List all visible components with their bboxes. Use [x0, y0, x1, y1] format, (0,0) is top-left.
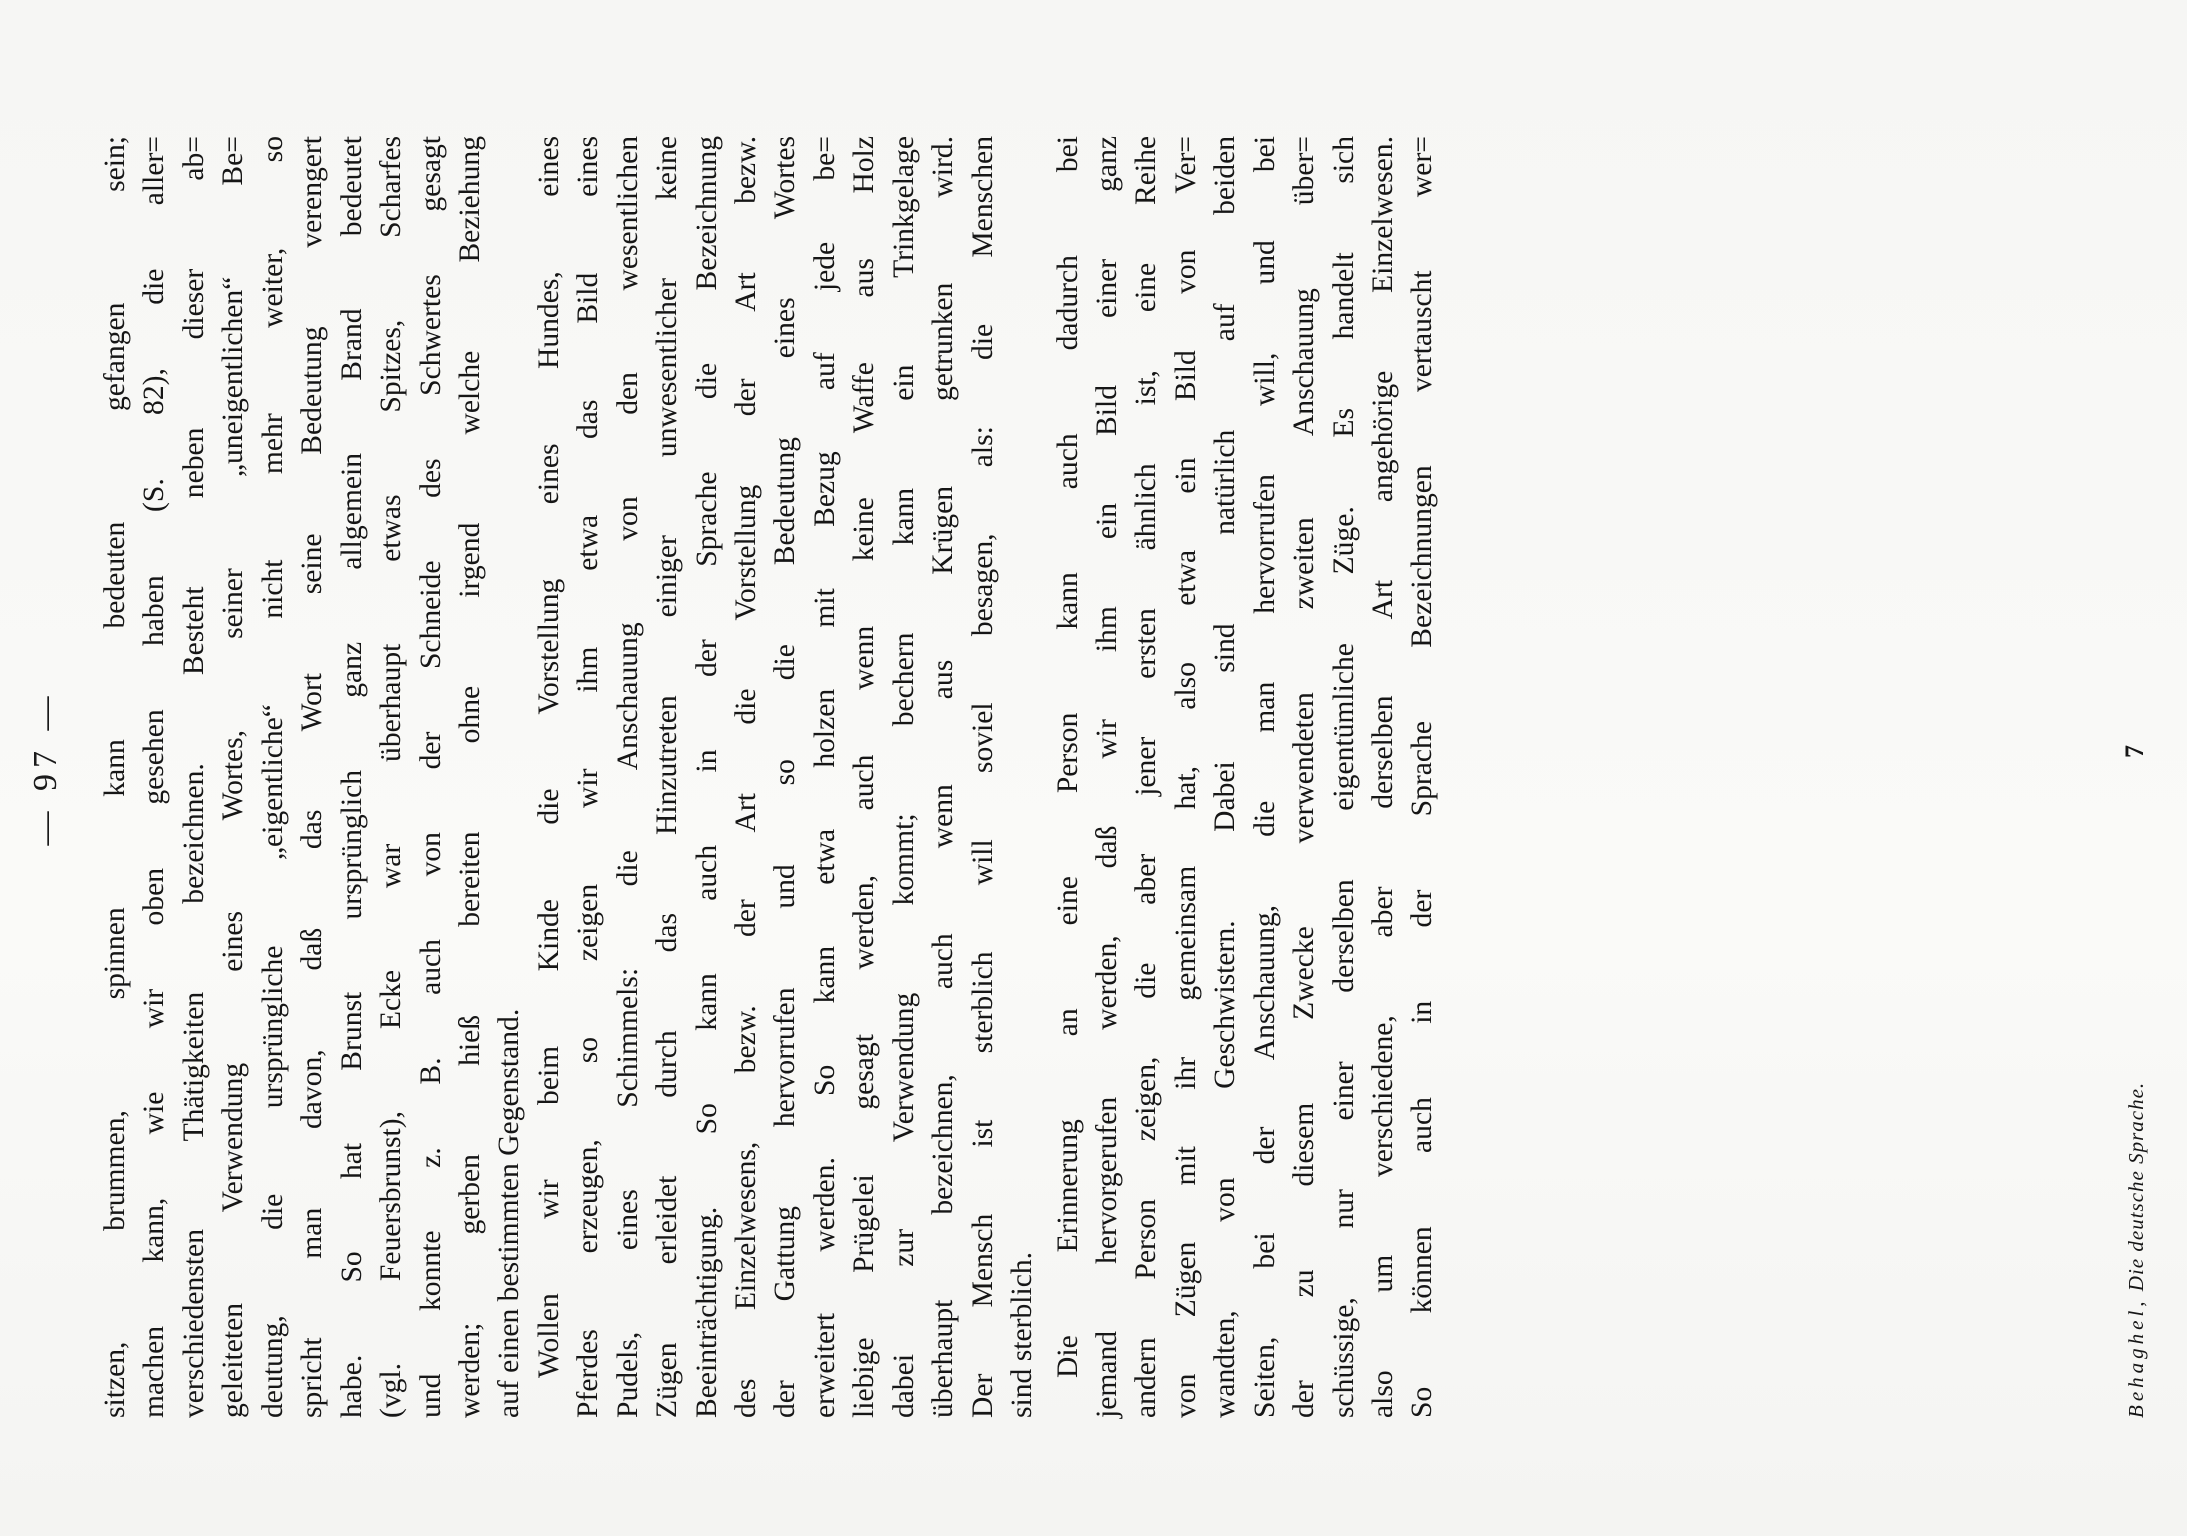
- text-line: von Zügen mit ihr gemeinsam hat, also etwa ein Bild von Ver=: [1169, 136, 1202, 1418]
- signature-author: Behaghel,: [2124, 1297, 2148, 1418]
- text-line: Der Mensch ist sterblich will soviel besagen, als: die Menschen: [966, 136, 999, 1418]
- text-line: Zügen erleidet durch das Hinzutreten einiger unwesentlicher keine: [651, 136, 684, 1418]
- text-line: der Gattung hervorrufen und so die Bedeutung eines Wortes: [769, 136, 802, 1418]
- text-line: spricht man davon, daß das Wort seine Bedeutung verengert: [296, 136, 329, 1418]
- text-line: Pudels, eines Schimmels: die Anschauung von den wesentlichen: [611, 136, 644, 1418]
- text-line: auf einen bestimmten Gegenstand.: [493, 1008, 526, 1418]
- text-line: also um verschiedene, aber derselben Art angehörige Einzelwesen.: [1367, 136, 1399, 1418]
- text-line: werden; gerben hieß bereiten ohne irgend welche Beziehung: [453, 136, 486, 1418]
- text-line: Die Erinnerung an eine Person kann auch dadurch bei: [1051, 136, 1084, 1378]
- text-line: machen kann, wie wir oben gesehen haben (S. 82), die aller=: [138, 136, 171, 1418]
- text-line: wandten, von Geschwistern. Dabei sind natürlich auf beiden: [1209, 136, 1242, 1418]
- text-line: Beeinträchtigung. So kann auch in der Sprache die Bezeichnung: [690, 136, 723, 1418]
- text-line: geleiteten Verwendung eines Wortes, seiner „uneigentlichen“ Be=: [217, 136, 250, 1418]
- text-line: andern Person zeigen, die aber jener ersten ähnlich ist, eine Reihe: [1130, 136, 1163, 1418]
- text-line: schüssige, nur einer derselben eigentümliche Züge. Es handelt sich: [1327, 136, 1360, 1418]
- text-line: jemand hervorgerufen werden, daß wir ihm ein Bild einer ganz: [1090, 136, 1123, 1418]
- signature-title: Die deutsche Sprache.: [2124, 1081, 2148, 1292]
- text-line: Wollen wir beim Kinde die Vorstellung eines Hundes, eines: [532, 136, 565, 1378]
- page-body-text: [96, 136, 1443, 1418]
- text-line: und konnte z. B. auch von der Schneide des Schwertes gesagt: [414, 136, 447, 1418]
- text-line: der zu diesem Zwecke verwendeten zweiten Anschauung über=: [1288, 136, 1321, 1418]
- text-line: (vgl. Feuersbrunst), Ecke war überhaupt etwas Spitzes, Scharfes: [375, 136, 408, 1418]
- text-line: So können auch in der Sprache Bezeichnungen vertauscht wer=: [1406, 136, 1439, 1418]
- page-number-header: — 97 —: [27, 690, 64, 846]
- text-line: erweitert werden. So kann etwa holzen mit Bezug auf jede be=: [808, 136, 841, 1418]
- text-line: dabei zur Verwendung kommt; bechern kann ein Trinkgelage: [887, 136, 920, 1418]
- text-line: Pferdes erzeugen, so zeigen wir ihm etwa das Bild eines: [572, 136, 605, 1418]
- text-line: sind sterblich.: [1006, 1251, 1039, 1418]
- text-line: Seiten, bei der Anschauung, die man hervorrufen will, und bei: [1248, 136, 1281, 1418]
- text-line: deutung, die ursprüngliche „eigentliche“ nicht mehr weiter, so: [256, 136, 289, 1418]
- text-line: überhaupt bezeichnen, auch wenn aus Krügen getrunken wird.: [927, 136, 960, 1418]
- page-footer: [2118, 136, 2162, 1418]
- text-line: sitzen, brummen, spinnen kann bedeuten gefangen sein;: [99, 136, 131, 1418]
- sheet-signature: [2124, 1082, 2149, 1418]
- text-line: liebige Prügelei gesagt werden, auch wenn keine Waffe aus Holz: [848, 136, 881, 1418]
- sheet-signum: 7: [2120, 745, 2149, 758]
- text-line: verschiedensten Thätigkeiten bezeichnen. Besteht neben dieser ab=: [177, 136, 210, 1418]
- text-line: des Einzelwesens, bezw. der Art die Vorstellung der Art bezw.: [730, 136, 762, 1418]
- text-line: habe. So hat Brunst ursprünglich ganz allgemein Brand bedeutet: [335, 136, 368, 1418]
